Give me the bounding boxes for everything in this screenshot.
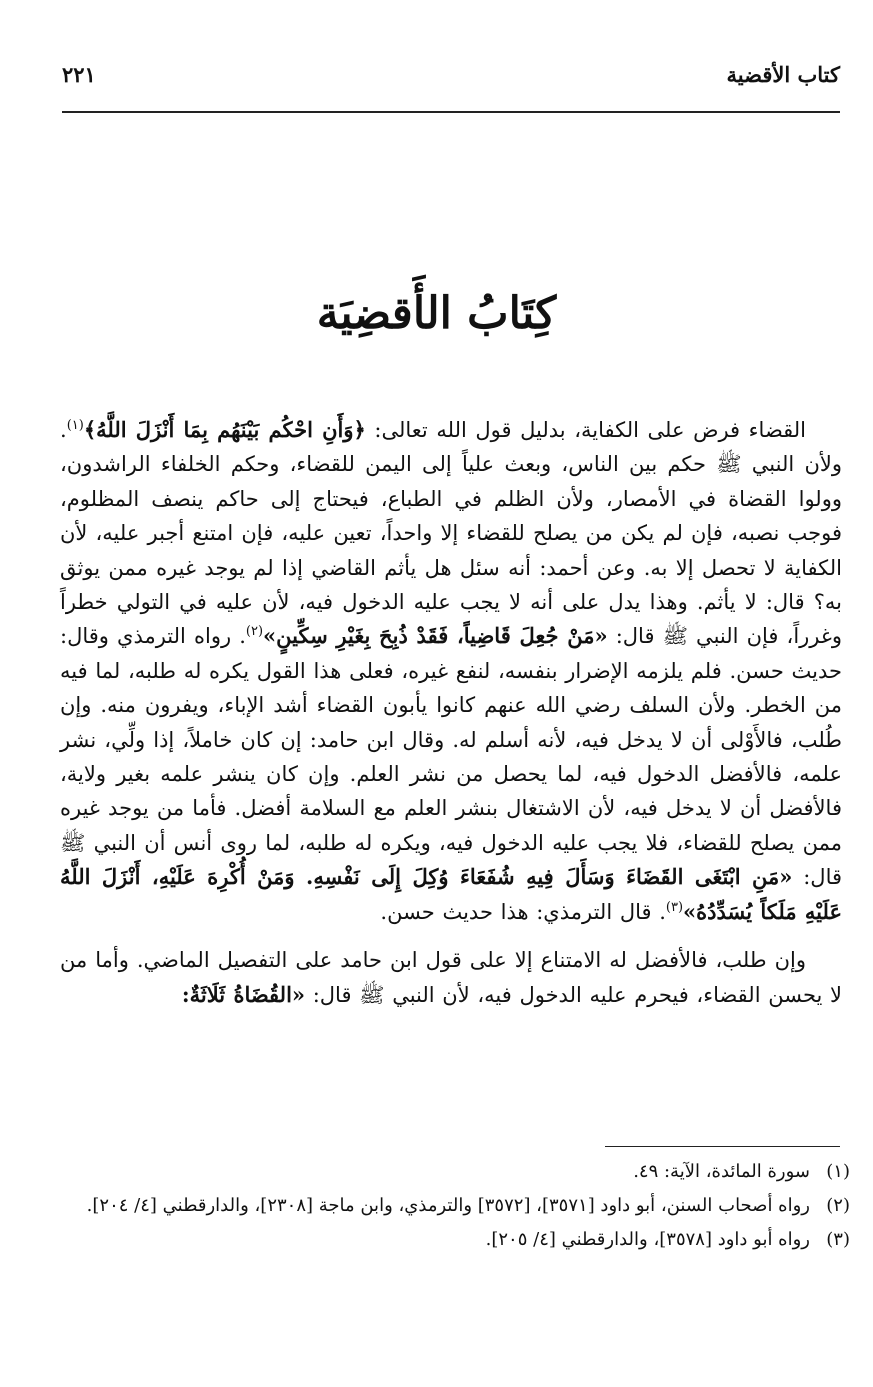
footnote-number: (٣) — [826, 1229, 850, 1250]
footnote-ref-1: (١) — [66, 418, 84, 433]
running-title: كتاب الأقضية — [726, 62, 840, 87]
quran-verse: ﴿وَأَنِ احْكُم بَيْنَهُم بِمَا أَنْزَلَ اللَّهُ﴾ — [83, 417, 366, 442]
footnote-text: رواه أصحاب السنن، أبو داود [٣٥٧١]، [٣٥٧٢] والترمذي، وابن ماجة [٢٣٠٨]، والدارقطني [٤/ ٢٠٤]. — [86, 1195, 810, 1216]
footnotes — [60, 1158, 850, 1260]
main-text — [60, 413, 842, 1012]
paragraph-1 — [60, 413, 842, 929]
text-run: . رواه الترمذي وقال: حديث حسن. فلم يلزمه الإضرار بنفسه، لنفع غيره، فعلى هذا القول يكره له طلبه، لما فيه من الخطر. ولأن السلف رضي الله عنهم كانوا يأبون القضاء أشد الإباء، ويفرون منه. وإن طُلب، فالأَوْلى أن لا يدخل فيه، لأنه أسلم له. وقال ابن حامد: إن كان خاملاً، إذا ولِّي، نشر علمه، فالأفضل الدخول فيه، لما يحصل من نشر العلم. وإن كان ينشر علمه بغير ولاية، فالأفضل أن لا يدخل فيه، لأن الاشتغال بنشر العلم مع السلامة أفضل. فأما من يوجد غيره ممن يصلح للقضاء، فلا يجب عليه الدخول فيه، ويكره له طلبه، لما روى أنس أن النبي ﷺ قال: — [60, 624, 843, 890]
text-run: . قال الترمذي: هذا حديث حسن. — [380, 899, 666, 924]
page-header — [62, 56, 840, 96]
footnote-text: رواه أبو داود [٣٥٧٨]، والدارقطني [٤/ ٢٠٥]. — [485, 1229, 810, 1250]
footnote — [60, 1158, 850, 1186]
footnote — [60, 1192, 850, 1220]
text-run: وإن طلب، فالأفضل له الامتناع إلا على قول ابن حامد على التفصيل الماضي. وأما من لا يحسن القضاء، فيحرم عليه الدخول فيه، لأن النبي ﷺ قال: — [60, 948, 842, 1007]
hadith-quote: «مَنْ جُعِلَ قَاضِياً، فَقَدْ ذُبِحَ بِغَيْرِ سِكِّينٍ» — [263, 623, 608, 649]
page-number: ٢٢١ — [62, 62, 96, 87]
text-run: القضاء فرض على الكفاية، بدليل قول الله تعالى: — [365, 418, 807, 442]
footnote-ref-3: (٣) — [665, 899, 684, 915]
footnote-rule — [605, 1146, 840, 1147]
hadith-quote: «مَنِ ابْتَغَى القَضَاءَ وَسَأَلَ فِيهِ شُفَعَاءَ وُكِلَ إِلَى نَفْسِهِ. وَمَنْ أُكْرِهَ عَلَيْهِ، أَنْزَلَ اللَّهُ عَلَيْهِ مَلَكاً يُسَدِّدُهُ» — [60, 864, 842, 924]
footnote — [60, 1226, 850, 1254]
chapter-title: كِتَابُ الأَقضِيَة — [316, 288, 557, 339]
header-rule — [62, 111, 840, 113]
paragraph-2 — [60, 943, 842, 1012]
hadith-quote: «القُضَاةُ ثَلَاثَةٌ: — [181, 981, 306, 1007]
footnote-ref-2: (٢) — [245, 624, 264, 640]
text-run: . ولأن النبي ﷺ حكم بين الناس، وبعث علياً إلى اليمن للقضاء، وحكم الخلفاء الراشدون، وولوا القضاة في الأمصار، ولأن الظلم في الطباع، فيحتاج إلى حاكم ينصف المظلوم، فوجب نصبه، فإن لم يكن من يصلح للقضاء إلا واحداً، تعين عليه، فإن امتنع أجبر عليه، لأن الكفاية لا تحصل إلا به. وعن أحمد: أنه سئل هل يأثم القاضي إذا لم يوجد غيره ممن يوثق به؟ قال: لا يأثم. وهذا يدل على أنه لا يجب عليه الدخول فيه، لأن عليه في التولي خطراً وغرراً، فإن النبي ﷺ قال: — [60, 418, 842, 649]
footnote-text: سورة المائدة، الآية: ٤٩. — [633, 1161, 810, 1182]
footnote-number: (٢) — [826, 1195, 850, 1216]
footnote-number: (١) — [826, 1161, 850, 1182]
